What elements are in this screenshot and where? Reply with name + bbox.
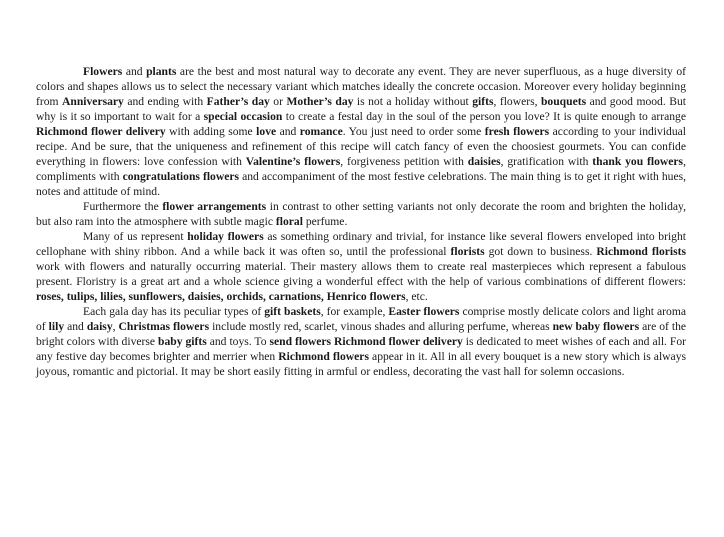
bold-keyword: special occasion bbox=[203, 110, 283, 123]
bold-keyword: new baby flowers bbox=[552, 320, 640, 333]
text-run: and good mood. But why is it so important to wait for a bbox=[36, 95, 686, 123]
text-run: and accompaniment of the most festive celebrations. The main thing is to get it right with hues, notes and attitude of mind. bbox=[36, 170, 687, 198]
paragraph-1 bbox=[36, 64, 686, 199]
bold-keyword: Valentine’s flowers bbox=[245, 155, 341, 168]
bold-keyword: daisy bbox=[86, 320, 113, 333]
bold-keyword: Richmond flower delivery bbox=[36, 125, 166, 138]
bold-keyword: baby gifts bbox=[158, 335, 207, 348]
bold-keyword: florists bbox=[450, 245, 485, 258]
text-run: Each gala day has its peculiar types of bbox=[83, 305, 265, 318]
text-run: perfume. bbox=[302, 215, 348, 228]
bold-keyword: plants bbox=[146, 65, 177, 78]
bold-keyword: flower arrangements bbox=[162, 200, 267, 213]
text-run: , etc. bbox=[405, 290, 428, 303]
text-run: work with flowers and naturally occurring material. Their mastery allows them to create real masterpieces which represent a fabulous present. Floristry is a great art and a whole science giving a wonderful effect with the help of various combinations of different flowers: bbox=[36, 260, 686, 288]
text-run: with adding some bbox=[165, 125, 257, 138]
text-run: according to your individual recipe. And be sure, that the uniqueness and refinement of this recipe will catch fancy of even the choosiest gourmets. You can confide everything in flowers: love confession with bbox=[36, 125, 687, 168]
text-run: , flowers, bbox=[493, 95, 541, 108]
text-run: Furthermore the bbox=[83, 200, 163, 213]
text-run: , bbox=[112, 320, 119, 333]
text-run: as something ordinary and trivial, for instance like several flowers enveloped into bright cellophane with shiny ribbon. And a while back it was often so, until the professional bbox=[36, 230, 686, 258]
text-run: or bbox=[269, 95, 287, 108]
text-run: are of the bright colors with diverse bbox=[36, 320, 687, 348]
bold-keyword: Richmond florists bbox=[596, 245, 686, 258]
bold-keyword: daisies bbox=[467, 155, 501, 168]
bold-keyword: send flowers Richmond flower delivery bbox=[269, 335, 463, 348]
text-run: , compliments with bbox=[36, 155, 686, 183]
bold-keyword: Christmas flowers bbox=[118, 320, 210, 333]
text-run: is dedicated to meet wishes of each and all. For any festive day becomes brighter and merrier when bbox=[36, 335, 687, 363]
text-run: in contrast to other setting variants not only decorate the room and brighten the holiday, but also ram into the atmosphere with subtle magic bbox=[36, 200, 686, 228]
paragraph-3 bbox=[36, 229, 686, 304]
text-run: Many of us represent bbox=[83, 230, 188, 243]
bold-keyword: lily bbox=[48, 320, 65, 333]
text-run: and bbox=[122, 65, 147, 78]
bold-keyword: Father’s day bbox=[206, 95, 270, 108]
text-run: include mostly red, scarlet, vinous shades and alluring perfume, whereas bbox=[209, 320, 553, 333]
bold-keyword: thank you flowers bbox=[592, 155, 684, 168]
text-run: and bbox=[64, 320, 87, 333]
bold-keyword: Flowers bbox=[83, 65, 123, 78]
text-run: is not a holiday without bbox=[353, 95, 473, 108]
text-run: , gratification with bbox=[500, 155, 593, 168]
bold-keyword: bouquets bbox=[540, 95, 587, 108]
text-run: and ending with bbox=[123, 95, 207, 108]
bold-keyword: love bbox=[256, 125, 277, 138]
text-run: . You just need to order some bbox=[342, 125, 485, 138]
text-run: comprise mostly delicate colors and light aroma of bbox=[36, 305, 686, 333]
bold-keyword: Anniversary bbox=[62, 95, 124, 108]
paragraph-4 bbox=[36, 304, 686, 379]
bold-keyword: roses, tulips, lilies, sunflowers, daisies, orchids, carnations, Henrico flowers bbox=[36, 290, 406, 303]
bold-keyword: romance bbox=[299, 125, 343, 138]
text-run: and toys. To bbox=[206, 335, 270, 348]
bold-keyword: Mother’s day bbox=[286, 95, 354, 108]
document-page bbox=[36, 64, 686, 379]
paragraph-2 bbox=[36, 199, 686, 229]
text-run: are the best and most natural way to decorate any event. They are never superfluous, as a huge diversity of colors and shapes allows us to select the necessary variant which matches ideally the concrete occasion. Moreover every holiday beginning from bbox=[36, 65, 686, 108]
text-run: , forgiveness petition with bbox=[340, 155, 468, 168]
bold-keyword: Richmond flowers bbox=[278, 350, 369, 363]
text-run: got down to business. bbox=[484, 245, 597, 258]
bold-keyword: floral bbox=[275, 215, 303, 228]
bold-keyword: fresh flowers bbox=[484, 125, 550, 138]
text-run: appear in it. All in all every bouquet is a new story which is always joyous, romantic and pictorial. It may be short easily fitting in armful or endless, decorating the vast hall for solemn occasions. bbox=[36, 350, 686, 378]
bold-keyword: congratulations flowers bbox=[122, 170, 240, 183]
bold-keyword: gift baskets bbox=[264, 305, 321, 318]
bold-keyword: gifts bbox=[472, 95, 494, 108]
bold-keyword: Easter flowers bbox=[388, 305, 460, 318]
bold-keyword: holiday flowers bbox=[187, 230, 264, 243]
text-run: , for example, bbox=[320, 305, 389, 318]
text-run: to create a festal day in the soul of the person you love? It is quite enough to arrange bbox=[282, 110, 686, 123]
text-run: and bbox=[276, 125, 300, 138]
